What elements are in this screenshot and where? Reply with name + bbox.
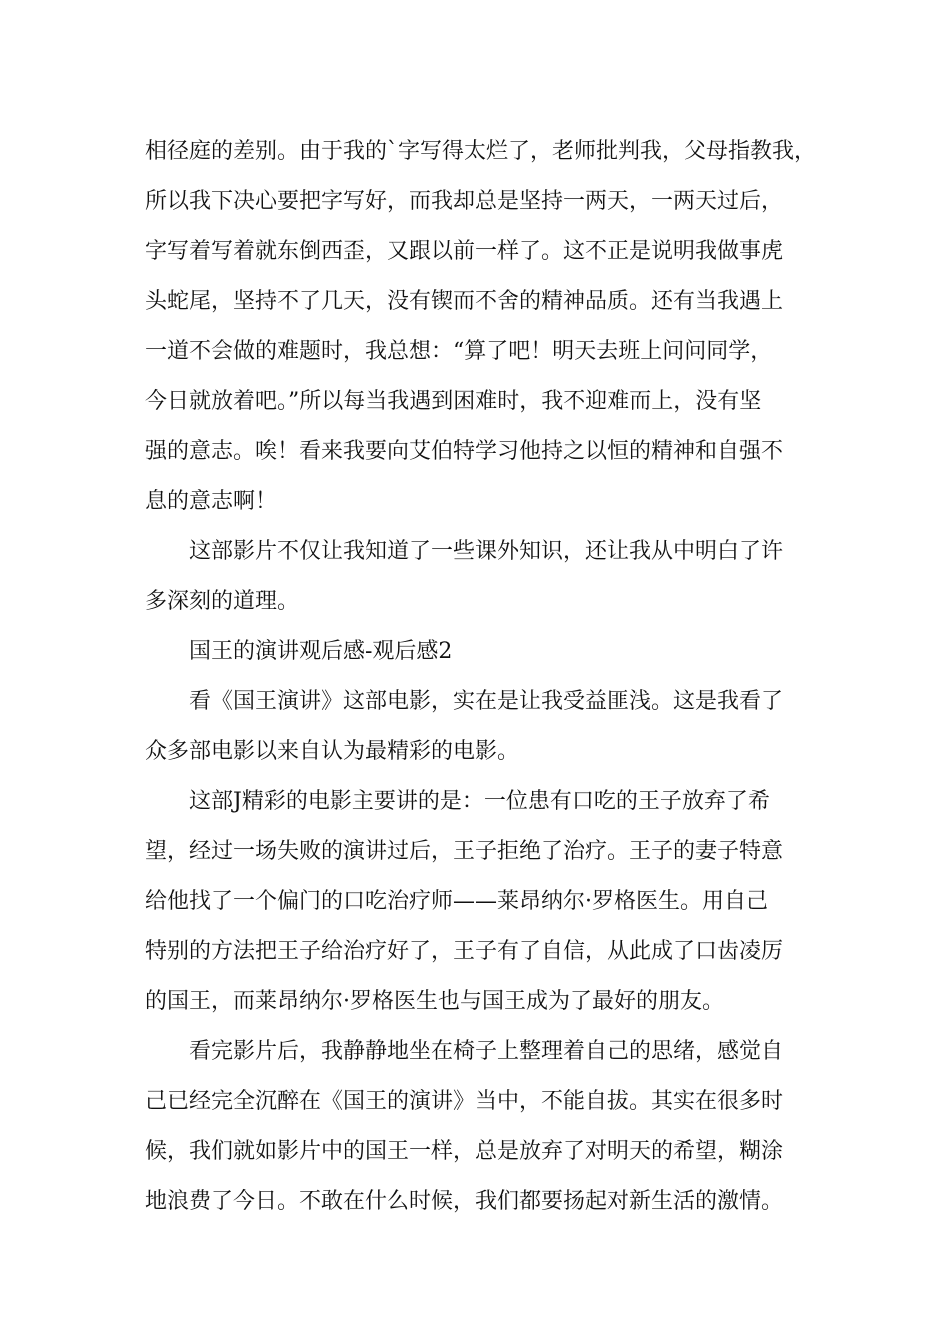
text-line: 字写着写着就东倒西歪，又跟以前一样了。这不正是说明我做事虎 bbox=[145, 239, 784, 264]
text-line: 头蛇尾，坚持不了几天，没有锲而不舍的精神品质。还有当我遇上 bbox=[145, 289, 784, 314]
text-line: 的国王，而莱昂纳尔·罗格医生也与国王成为了最好的朋友。 bbox=[145, 989, 724, 1014]
text-line: 众多部电影以来自认为最精彩的电影。 bbox=[145, 739, 520, 764]
paragraph-start-line: 这部J精彩的电影主要讲的是：一位患有口吃的王子放弃了希 bbox=[189, 789, 770, 814]
text-line: 所以我下决心要把字写好，而我却总是坚持一两天，一两天过后， bbox=[145, 189, 784, 214]
text-line: 今日就放着吧。”所以每当我遇到困难时，我不迎难而上，没有坚 bbox=[145, 389, 762, 414]
text-line: 息的意志啊！ bbox=[145, 489, 278, 514]
document-body bbox=[145, 127, 845, 1227]
text-line: 己已经完全沉醉在《国王的演讲》当中，不能自拔。其实在很多时 bbox=[145, 1089, 784, 1114]
text-line: 特别的方法把王子给治疗好了，王子有了自信，从此成了口齿凌厉 bbox=[145, 939, 784, 964]
text-line: 强的意志。唉！看来我要向艾伯特学习他持之以恒的精神和自强不 bbox=[145, 439, 784, 464]
text-line: 相径庭的差别。由于我的`字写得太烂了，老师批判我，父母指教我， bbox=[145, 139, 817, 164]
text-line: 多深刻的道理。 bbox=[145, 589, 300, 614]
text-line: 望，经过一场失败的演讲过后，王子拒绝了治疗。王子的妻子特意 bbox=[145, 839, 784, 864]
paragraph-start-line: 这部影片不仅让我知道了一些课外知识，还让我从中明白了许 bbox=[189, 539, 784, 564]
text-line: 候，我们就如影片中的国王一样，总是放弃了对明天的希望，糊涂 bbox=[145, 1139, 784, 1164]
section-heading: 国王的演讲观后感-观后感2 bbox=[189, 639, 453, 664]
text-line: 一道不会做的难题时，我总想：“算了吧！明天去班上问问同学， bbox=[145, 339, 773, 364]
text-line: 地浪费了今日。不敢在什么时候，我们都要扬起对新生活的激情。 bbox=[145, 1189, 784, 1214]
paragraph-start-line: 看完影片后，我静静地坐在椅子上整理着自己的思绪，感觉自 bbox=[189, 1039, 784, 1064]
paragraph-start-line: 看《国王演讲》这部电影，实在是让我受益匪浅。这是我看了 bbox=[189, 689, 784, 714]
text-line: 给他找了一个偏门的口吃治疗师——莱昂纳尔·罗格医生。用自己 bbox=[145, 889, 768, 914]
